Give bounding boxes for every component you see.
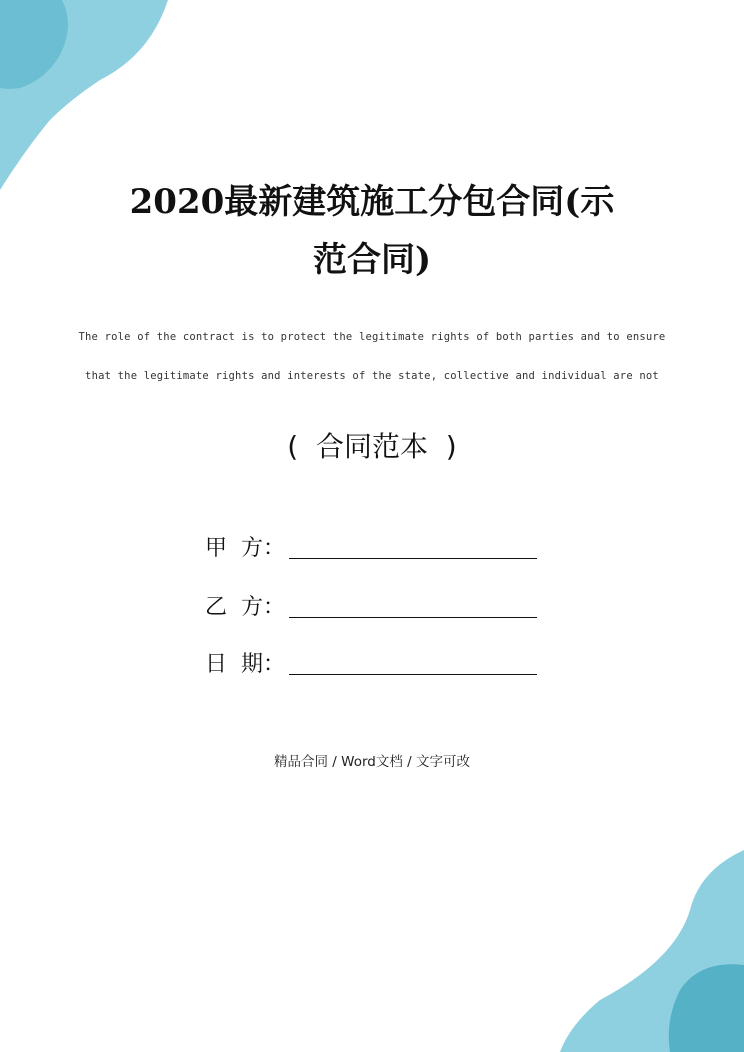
party-b-field bbox=[205, 589, 537, 619]
contract-template-tag: ( 合同范本 ) bbox=[287, 430, 457, 463]
subtitle-line2: that the legitimate rights and interests of the state, collective and individual are not bbox=[85, 370, 659, 382]
date-label: 日 期： bbox=[205, 652, 285, 677]
subtitle-line1: The role of the contract is to protect the legitimate rights of both parties and to ensure bbox=[78, 331, 666, 343]
date-blank-line[interactable] bbox=[289, 673, 537, 675]
party-a-label: 甲 方： bbox=[205, 536, 285, 561]
footer-note: 精品合同 / Word文档 / 文字可改 bbox=[274, 754, 470, 770]
document-title-line1: 2020最新建筑施工分包合同(示 bbox=[129, 182, 615, 222]
top-left-decoration bbox=[0, 0, 168, 190]
party-b-blank-line[interactable] bbox=[289, 616, 537, 618]
document-title-line2: 范合同) bbox=[312, 240, 432, 280]
party-b-label: 乙 方： bbox=[205, 595, 285, 620]
party-a-field bbox=[205, 530, 537, 560]
bottom-right-decoration bbox=[560, 850, 744, 1052]
party-a-blank-line[interactable] bbox=[289, 557, 537, 559]
date-field bbox=[205, 646, 537, 676]
